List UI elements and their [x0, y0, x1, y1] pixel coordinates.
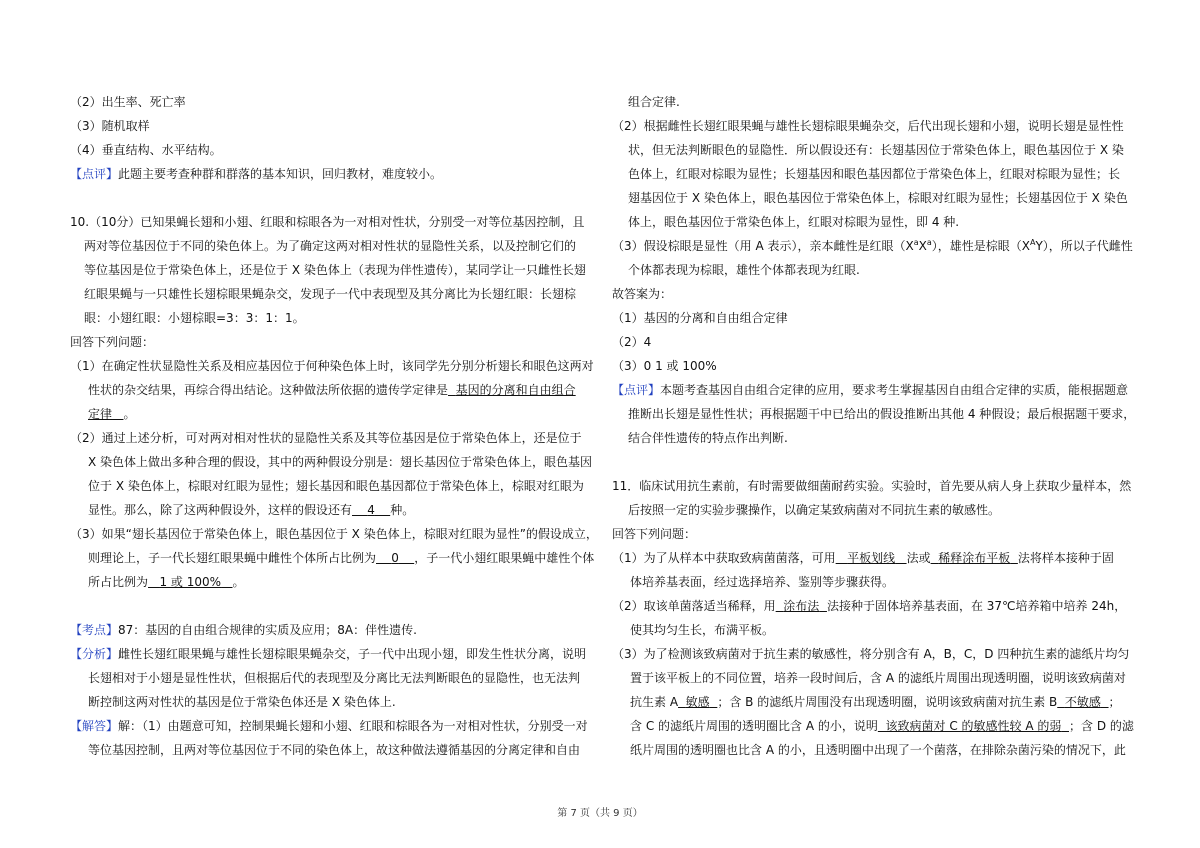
sub-question-3: 置于该平板上的不同位置，培养一段时间后，含 A 的滤纸片周围出现透明圈，说明该致病菌对: [630, 671, 1126, 685]
sub-question-3: 抗生素 A 敏感 ；含 B 的滤纸片周围没有出现透明圈，说明该致病菌对抗生素 B 不敏感 ；: [630, 695, 1121, 709]
solution-line: 状，但无法判断眼色的显隐性．所以假设还有：长翅基因位于常染色体上，眼色基因位于 X 染: [628, 143, 1124, 157]
sub-question-2: X 染色体上做出多种合理的假设，其中的两种假设分别是：翅长基因位于常染色体上，眼色基因: [88, 455, 593, 469]
solution-line: 色体上，红眼对棕眼为显性；长翅基因和眼色基因都位于常染色体上，红眼对棕眼为显性；长: [628, 167, 1121, 181]
page-footer: 第 7 页（共 9 页）: [557, 808, 643, 819]
fill-answer: 定律: [88, 407, 113, 421]
analysis-line: 【分析】雌性长翅红眼果蝇与雄性长翅棕眼果蝇杂交，子一代中出现小翅，即发生性状分离，说明: [70, 647, 587, 661]
fill-answer: 敏感: [685, 695, 710, 709]
sub-question-2: 位于 X 染色体上，棕眼对红眼为显性；翅长基因和眼色基因都位于常染色体上，棕眼对红眼为: [88, 479, 584, 493]
fill-answer: 基因的分离和自由组合: [455, 383, 576, 397]
answer-heading: 故答案为：: [612, 287, 673, 301]
sub-question-3: 含 C 的滤纸片周围的透明圈比含 A 的小，说明 该致病菌对 C 的敏感性较 A 的弱 ；含 D 的滤: [630, 719, 1134, 733]
solution-line: 个体都表现为棕眼，雄性个体都表现为红眼.: [628, 263, 860, 277]
question-10-line: 眼：小翅红眼：小翅棕眼=3：3：1：1。: [84, 311, 305, 325]
solution-line: （3）假设棕眼是显性（用 A 表示），亲本雌性是红眼$(X^aX^a)$，雄性是棕眼$(X^AY)$，所以子代雌性: [612, 238, 1133, 253]
answer-line: （3）0 1 或 100%: [612, 359, 717, 373]
question-11-line: 后按照一定的实验步骤操作，以确定某致病菌对不同抗生素的敏感性。: [628, 503, 1001, 517]
analysis-line: 长翅相对于小翅是显性性状，但根据后代的表现型及分离比无法判断眼色的显隐性，也无法判: [88, 671, 581, 685]
solution-line: 翅基因位于 X 染色体上，眼色基因位于常染色体上，棕眼对红眼为显性；长翅基因位于 X 染色: [628, 191, 1128, 205]
review-line: 【点评】本题考查基因自由组合定律的应用，要求考生掌握基因自由组合定律的实质，能根据题意: [612, 383, 1129, 397]
question-10-line: 两对等位基因位于不同的染色体上。为了确定这两对相对性状的显隐性关系，以及控制它们的: [84, 239, 577, 253]
review-tag: 【点评】: [70, 167, 119, 181]
sub-question-2: （2）通过上述分析，可对两对相对性状的显隐性关系及其等位基因是位于常染色体上，还是位于: [70, 431, 582, 445]
sub-question-3: 则理论上，子一代长翅红眼果蝇中雌性个体所占比例为 0 ，子一代小翅红眼果蝇中雄性个体: [88, 551, 595, 565]
answer-line: （4）垂直结构、水平结构。: [70, 143, 222, 157]
knowledge-point-tag: 【考点】: [70, 623, 119, 637]
fill-answer: 1 或 100%: [159, 575, 222, 589]
sub-question-1: 体培养基表面，经过选择培养、鉴别等步骤获得。: [630, 575, 895, 589]
solution-line: 体上，眼色基因位于常染色体上，红眼对棕眼为显性，即 4 种.: [628, 215, 960, 229]
answer-prompt: 回答下列问题：: [70, 335, 155, 349]
sub-question-2: 使其均匀生长，布满平板。: [630, 623, 775, 637]
sub-question-3: （3）为了检测该致病菌对于抗生素的敏感性，将分别含有 A，B，C，D 四种抗生素的滤纸片均匀: [612, 647, 1130, 661]
answer-line: （3）随机取样: [70, 119, 150, 133]
review-line: 【点评】此题主要考查种群和群落的基本知识，回归教材，难度较小。: [70, 167, 443, 181]
fill-answer: 不敏感: [1064, 695, 1101, 709]
answer-line: （1）基因的分离和自由组合定律: [612, 311, 788, 325]
sub-question-1: 性状的杂交结果，再综合得出结论。这种做法所依据的遗传学定律是 基因的分离和自由组合: [88, 383, 576, 397]
sub-question-3: 所占比例为 1 或 100% 。: [88, 575, 245, 589]
analysis-line: 断控制这两对性状的基因是位于常染色体还是 X 染色体上.: [88, 695, 396, 709]
answer-line: （2）出生率、死亡率: [70, 95, 186, 109]
sub-question-2: 显性。那么，除了这两种假设外，这样的假设还有 4 种。: [88, 503, 415, 517]
sub-question-1: （1）为了从样本中获取致病菌菌落，可用 平板划线 法或 稀释涂布平板 法将样本接种于固: [612, 551, 1114, 565]
review-line: 推断出长翅是显性性状；再根据题干中已给出的假设推断出其他 4 种假设；最后根据题干要求，: [628, 407, 1136, 421]
solution-line: 【解答】解：（1）由题意可知，控制果蝇长翅和小翅、红眼和棕眼各为一对相对性状，分别受一对: [70, 719, 588, 733]
fill-answer: 涂布法: [783, 599, 820, 613]
question-10-line: 等位基因是位于常染色体上，还是位于 X 染色体上（表现为伴性遗传），某同学让一只雌性长翅: [84, 263, 586, 277]
sub-question-2: （2）取该单菌落适当稀释，用 涂布法 法接种于固体培养基表面，在 37℃培养箱中培养 24h，: [612, 599, 1127, 613]
question-10-line: 10.（10分）已知果蝇长翅和小翅、红眼和棕眼各为一对相对性状，分别受一对等位基因控制，且: [70, 215, 585, 229]
review-line: 结合伴性遗传的特点作出判断.: [628, 431, 788, 445]
question-11-line: 11．临床试用抗生素前，有时需要做细菌耐药实验。实验时，首先要从病人身上获取少量样本，然: [612, 479, 1132, 493]
review-tag: 【点评】: [612, 383, 661, 397]
answer-line: （2）4: [612, 335, 652, 349]
fill-answer: 4: [367, 503, 375, 517]
solution-line: 组合定律.: [628, 95, 680, 109]
sub-question-3: （3）如果“翅长基因位于常染色体上，眼色基因位于 X 染色体上，棕眼对红眼为显性”的假设成立，: [70, 527, 598, 541]
solution-line: （2）根据雌性长翅红眼果蝇与雄性长翅棕眼果蝇杂交，后代出现长翅和小翅，说明长翅是显性性: [612, 119, 1124, 133]
solution-tag: 【解答】: [70, 719, 119, 733]
fill-answer: 该致病菌对 C 的敏感性较 A 的弱: [885, 719, 1062, 733]
sub-question-1: 定律 。: [88, 407, 136, 421]
answer-prompt: 回答下列问题：: [612, 527, 697, 541]
sub-question-3: 纸片周围的透明圈也比含 A 的小，且透明圈中出现了一个菌落，在排除杂菌污染的情况下，此: [630, 743, 1126, 757]
sub-question-1: （1）在确定性状显隐性关系及相应基因位于何种染色体上时，该同学先分别分析翅长和眼色这两对: [70, 359, 594, 373]
solution-line: 等位基因控制，且两对等位基因位于不同的染色体上，故这种做法遵循基因的分离定律和自由: [88, 743, 581, 757]
question-10-line: 红眼果蝇与一只雄性长翅棕眼果蝇杂交，发现子一代中表现型及其分离比为长翅红眼：长翅棕: [84, 287, 577, 301]
analysis-tag: 【分析】: [70, 647, 119, 661]
knowledge-point-line: 【考点】87：基因的自由组合规律的实质及应用；8A：伴性遗传.: [70, 623, 417, 637]
fill-answer: 稀释涂布平板: [938, 551, 1011, 565]
fill-answer: 0: [391, 551, 399, 565]
fill-answer: 平板划线: [847, 551, 896, 565]
